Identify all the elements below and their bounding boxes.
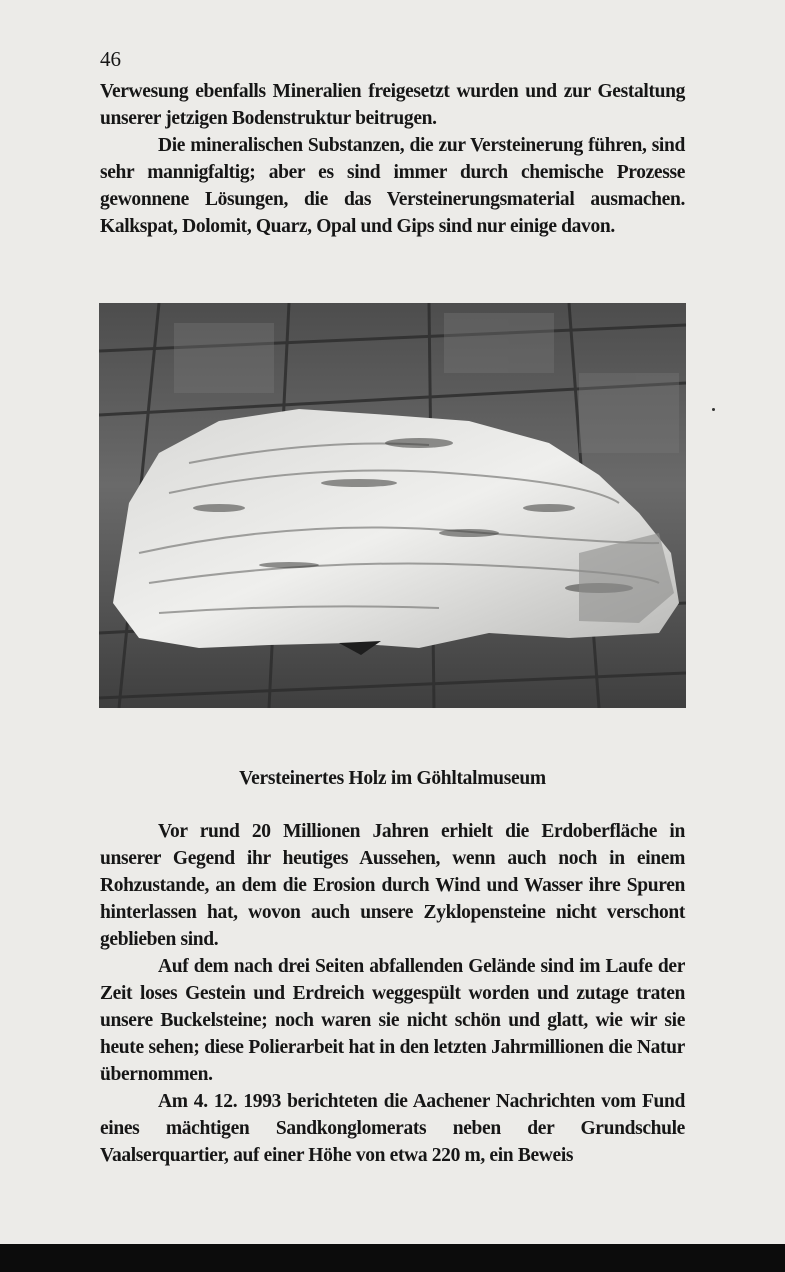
paragraph: Am 4. 12. 1993 berichteten die Aachener Nachrichten vom Fund eines mächtigen Sandkonglomerats neben der Grundschule Vaalserquartier, auf einer Höhe von etwa 220 m, ein Beweis <box>100 1091 685 1166</box>
scan-speck <box>712 408 715 411</box>
body-text-bottom <box>100 818 685 1169</box>
paragraph: Vor rund 20 Millionen Jahren erhielt die Erdoberfläche in unserer Gegend ihr heutiges Aussehen, wenn auch noch in einem Rohzustande, an dem die Erosion durch Wind und Wasser ihre Spuren hinterlassen hat, wovon auch unsere Zyklopensteine nicht verschont geblieben sind. <box>100 821 685 950</box>
body-text-top <box>100 78 685 240</box>
paragraph: Auf dem nach drei Seiten abfallenden Gelände sind im Laufe der Zeit loses Gestein und Erdreich weggespült worden und zutage traten unsere Buckelsteine; noch waren sie nicht schön und glatt, wie wir sie heute sehen; diese Polierarbeit hat in den letzten Jahrmillionen die Natur übernommen. <box>100 956 685 1085</box>
paragraph: Verwesung ebenfalls Mineralien freigesetzt wurden und zur Gestaltung unserer jetzigen Bodenstruktur beitrugen. <box>100 81 685 129</box>
scan-bottom-edge <box>0 1244 785 1272</box>
paragraph: Die mineralischen Substanzen, die zur Versteinerung führen, sind sehr mannigfaltig; aber es sind immer durch chemische Prozesse gewonnene Lösungen, die das Versteinerungsmaterial ausmachen. Kalkspat, Dolomit, Quarz, Opal und Gips sind nur einige davon. <box>100 135 685 237</box>
photo-illustration <box>99 303 686 708</box>
figure-caption: Versteinertes Holz im Göhltalmuseum <box>239 768 546 789</box>
page-number: 46 <box>100 47 121 71</box>
petrified-wood-photo <box>99 303 686 708</box>
